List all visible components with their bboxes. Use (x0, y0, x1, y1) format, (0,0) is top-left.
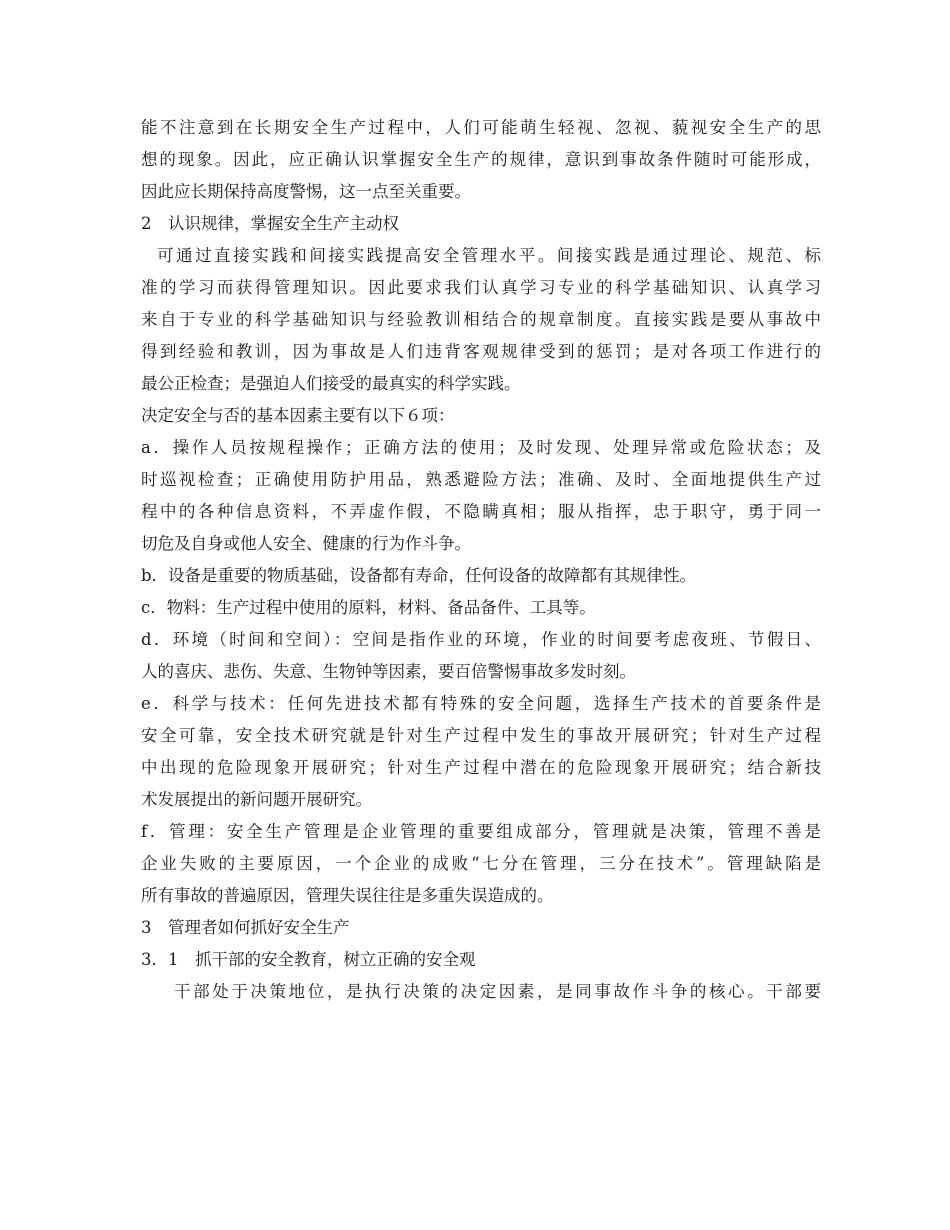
list-item-d: d．环境（时间和空间）：空间是指作业的环境，作业的时间要考虑夜班、节假日、 (141, 630, 821, 649)
subsection-heading: 3．1 抓干部的安全教育，树立正确的安全观 (141, 950, 476, 969)
list-item-f: f．管理：安全生产管理是企业管理的重要组成部分，管理就是决策，管理不善是 (141, 822, 821, 841)
text-line: 所有事故的普遍原因，管理失误往往是多重失误造成的。 (141, 886, 554, 905)
text-line: 人的喜庆、悲伤、失意、生物钟等因素，要百倍警惕事故多发时刻。 (141, 662, 636, 681)
text-line: 安全可靠，安全技术研究就是针对生产过程中发生的事故开展研究；针对生产过程 (141, 726, 821, 745)
list-item-e: e．科学与技术：任何先进技术都有特殊的安全问题，选择生产技术的首要条件是 (141, 694, 821, 713)
text-line: 时巡视检查；正确使用防护用品，熟悉避险方法；准确、及时、全面地提供生产过 (141, 470, 821, 489)
text-line: 切危及自身或他人安全、健康的行为作斗争。 (141, 534, 471, 553)
text-line: 想的现象。因此，应正确认识掌握安全生产的规律，意识到事故条件随时可能形成， (141, 150, 821, 169)
text-line: 程中的各种信息资料，不弄虚作假，不隐瞒真相；服从指挥，忠于职守，勇于同一 (141, 502, 821, 521)
list-item-a: a．操作人员按规程操作；正确方法的使用；及时发现、处理异常或危险状态；及 (141, 438, 821, 457)
document-page (141, 112, 821, 1008)
text-line: 准的学习而获得管理知识。因此要求我们认真学习专业的科学基础知识、认真学习 (141, 278, 821, 297)
text-line: 企业失败的主要原因，一个企业的成败“七分在管理，三分在技术”。管理缺陷是 (141, 854, 821, 873)
text-line: 决定安全与否的基本因素主要有以下６项： (141, 406, 455, 425)
list-item-b: b．设备是重要的物质基础，设备都有寿命，任何设备的故障都有其规律性。 (141, 566, 697, 585)
text-line: 可通过直接实践和间接实践提高安全管理水平。间接实践是通过理论、规范、标 (157, 246, 821, 265)
text-line: 中出现的危险现象开展研究；针对生产过程中潜在的危险现象开展研究；结合新技 (141, 758, 821, 777)
text-line: 术发展提出的新问题开展研究。 (141, 790, 372, 809)
text-line: 能不注意到在长期安全生产过程中，人们可能萌生轻视、忽视、藐视安全生产的思 (141, 118, 821, 137)
section-heading: 2 认识规律，掌握安全生产主动权 (141, 214, 399, 233)
list-item-c: c．物料：生产过程中使用的原料，材料、备品备件、工具等。 (141, 598, 596, 617)
text-line: 因此应长期保持高度警惕，这一点至关重要。 (141, 182, 471, 201)
text-line: 干部处于决策地位，是执行决策的决定因素，是同事故作斗争的核心。干部要 (174, 982, 821, 1001)
text-line: 来自于专业的科学基础知识与经验教训相结合的规章制度。直接实践是要从事故中 (141, 310, 821, 329)
text-line: 最公正检查；是强迫人们接受的最真实的科学实践。 (141, 374, 521, 393)
text-line: 得到经验和教训，因为事故是人们违背客观规律受到的惩罚；是对各项工作进行的 (141, 342, 821, 361)
section-heading: 3 管理者如何抓好安全生产 (141, 918, 350, 937)
